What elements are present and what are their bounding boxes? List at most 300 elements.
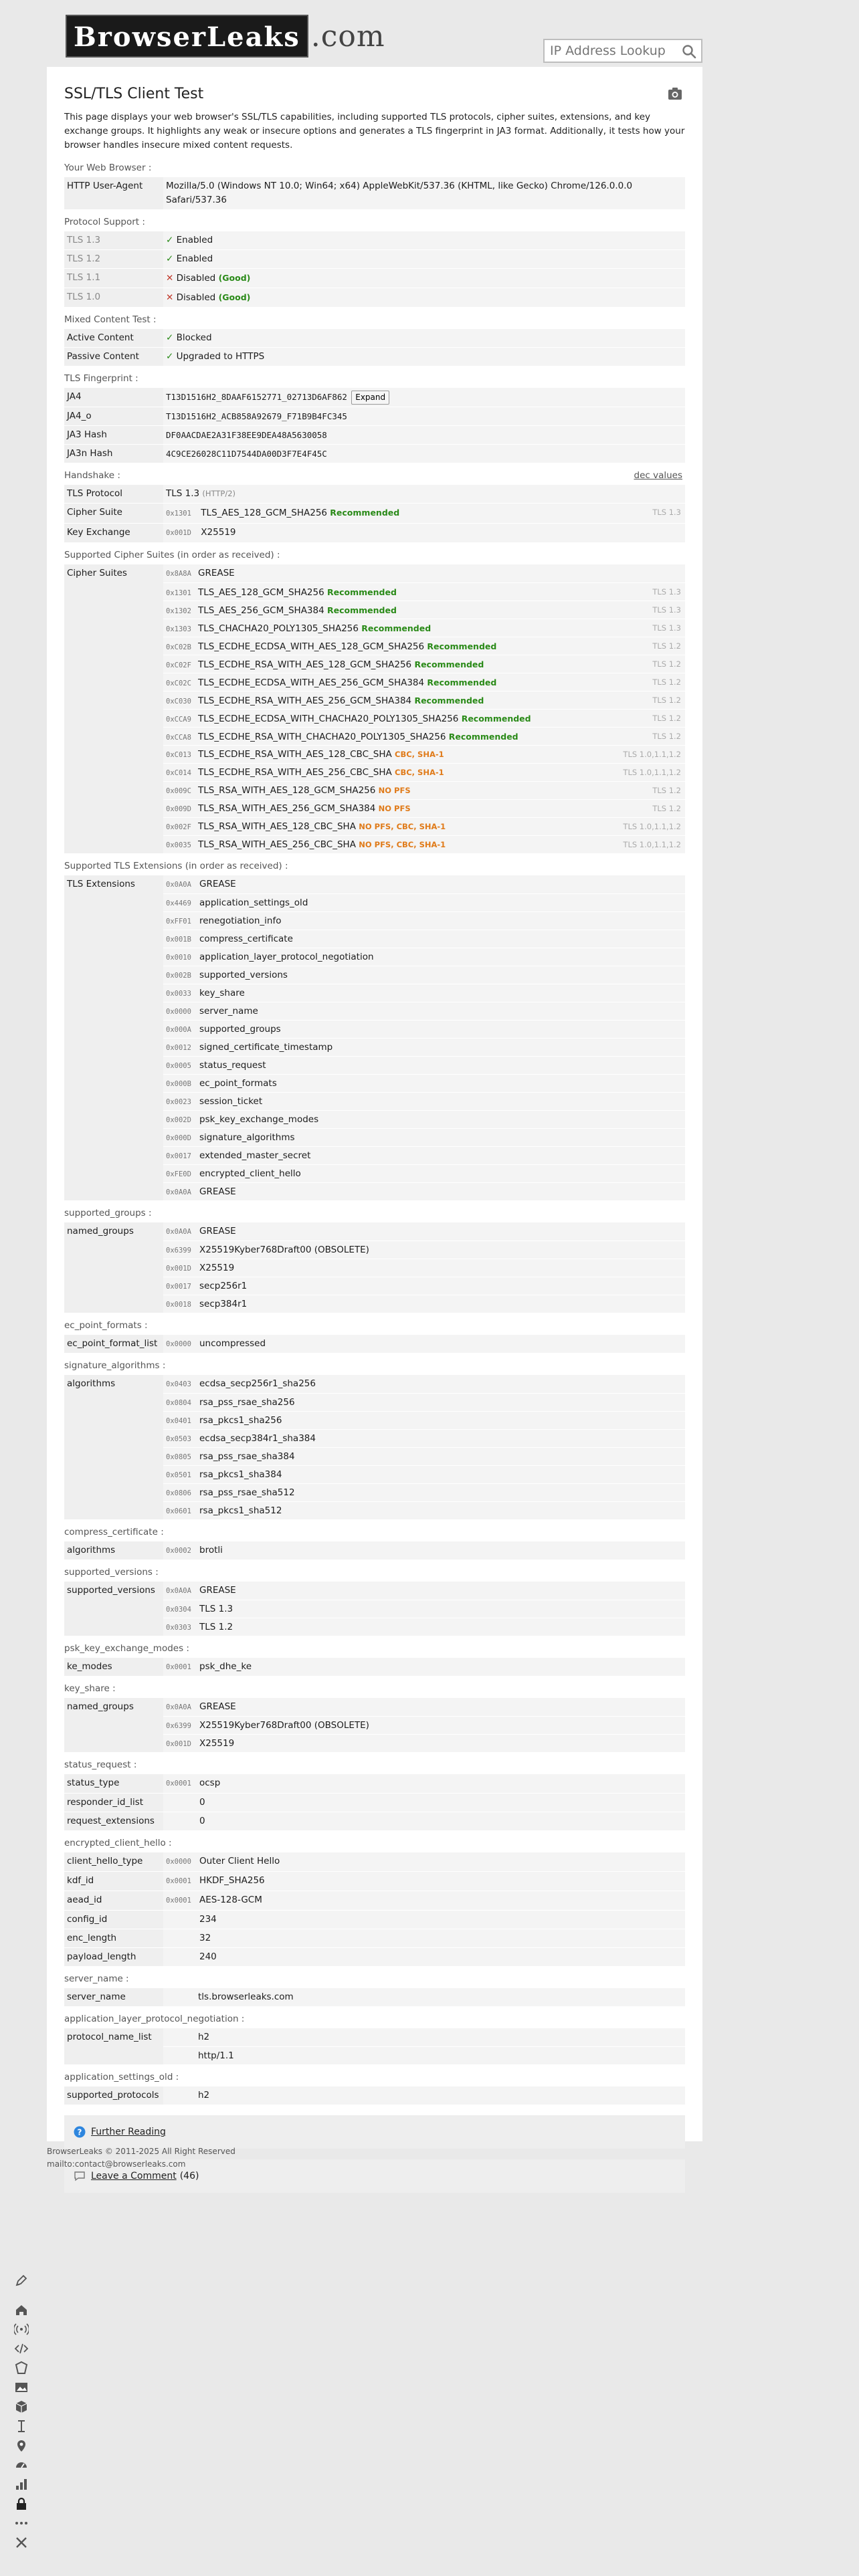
extension-name: ec_point_formats — [199, 1078, 277, 1089]
cipher-version: TLS 1.2 — [652, 804, 681, 813]
ja4-label: JA4 — [64, 388, 163, 407]
protocol-status-cell — [163, 288, 685, 307]
further-reading-box — [64, 2115, 685, 2149]
extension-item — [163, 1038, 685, 1056]
extension-name: signed_certificate_timestamp — [199, 1042, 333, 1053]
image-icon — [14, 2380, 29, 2395]
cipher-hex: 0x8A8A — [166, 570, 191, 578]
cipher-version: TLS 1.0,1.1,1.2 — [623, 750, 681, 759]
detail-row — [64, 1852, 685, 1871]
extension-hex: 0x0005 — [166, 1062, 191, 1070]
detail-hex: 0x001D — [166, 1265, 191, 1273]
key-exchange-row — [64, 523, 685, 542]
broadcast-icon — [14, 2322, 29, 2337]
cipher-suite-item — [163, 691, 685, 709]
cipher-hex: 0xCCA9 — [166, 716, 191, 724]
cipher-name: TLS_RSA_WITH_AES_256_GCM_SHA384 — [198, 803, 376, 814]
sidebar-item[interactable] — [12, 2417, 31, 2436]
svg-text:?: ? — [77, 2127, 82, 2137]
camera-icon[interactable] — [668, 87, 682, 100]
extension-detail-item — [163, 1541, 685, 1560]
extension-detail-item — [163, 1600, 685, 1618]
detail-row — [64, 1812, 685, 1830]
extension-hex: 0x002B — [166, 972, 191, 980]
cipher-version: TLS 1.3 — [652, 587, 681, 597]
detail-label: status_type — [64, 1774, 163, 1793]
cipher-hex: 0xC02C — [166, 679, 191, 687]
protocol-label: TLS 1.2 — [64, 250, 163, 268]
section-fingerprint: TLS Fingerprint : — [64, 373, 138, 384]
page-intro: This page displays your web browser's SSL/TLS capabilities, including supported TLS protocols, cipher suites, extensions, and key exchange groups. It highlights any weak or insecure options and generates a TLS fingerprint in JA3 format. Additionally, it tests how your browser handles insecure mixed content requests. — [64, 112, 685, 150]
ja4o-value: T13D1516H2_ACB858A92679_F71B9B4FC345 — [163, 407, 685, 425]
site-header — [47, 0, 702, 67]
ja3n-hash-row — [64, 444, 685, 463]
extension-item — [163, 911, 685, 930]
cipher-name: TLS_ECDHE_RSA_WITH_CHACHA20_POLY1305_SHA256 — [198, 732, 446, 742]
mixed-content-label: Active Content — [64, 329, 163, 347]
detail-hex: 0x0A0A — [166, 1228, 191, 1236]
extension-hex: 0x0A0A — [166, 1188, 191, 1196]
cipher-suite-item — [163, 781, 685, 799]
extension-hex: 0xFE0D — [166, 1170, 191, 1178]
detail-name: TLS 1.3 — [199, 1604, 233, 1614]
extension-hex: 0x4469 — [166, 899, 191, 907]
sidebar-item[interactable] — [12, 2300, 31, 2319]
cipher-hex: 0x0035 — [166, 841, 191, 849]
more-icon — [14, 2516, 29, 2531]
extension-item — [163, 1164, 685, 1182]
cipher-version: TLS 1.0,1.1,1.2 — [623, 768, 681, 777]
cipher-suite-item — [163, 655, 685, 673]
detail-hex: 0x0018 — [166, 1301, 191, 1309]
detail-name: rsa_pss_rsae_sha384 — [199, 1451, 295, 1462]
protocol-table — [64, 231, 685, 307]
alps-row — [64, 2086, 685, 2105]
extension-detail-item — [163, 1716, 685, 1734]
protocol-status: Disabled — [176, 273, 216, 284]
fingerprint-table — [64, 388, 685, 463]
extension-name: encrypted_client_hello — [199, 1168, 301, 1179]
extension-item — [163, 930, 685, 948]
further-reading-link[interactable]: Further Reading — [91, 2127, 166, 2137]
extension-name: server_name — [199, 1006, 258, 1016]
server-name-row — [64, 1988, 685, 2006]
mixed-content-row — [64, 329, 685, 347]
cipher-version: TLS 1.0,1.1,1.2 — [623, 840, 681, 849]
site-logo[interactable] — [66, 15, 385, 58]
cipher-hex: 0x1303 — [166, 625, 191, 633]
extension-detail-list — [163, 1658, 685, 1676]
alpn-item: h2 — [163, 2028, 685, 2046]
cipher-hex: 0xC02F — [166, 661, 191, 669]
cipher-suite-cell — [163, 504, 685, 523]
sidebar-item[interactable] — [12, 2494, 31, 2513]
detail-hex: 0x0304 — [166, 1606, 191, 1614]
detail-name: rsa_pkcs1_sha256 — [199, 1415, 282, 1426]
cipher-version: TLS 1.2 — [652, 677, 681, 687]
cipher-note: NO PFS — [378, 786, 411, 795]
cipher-name: TLS_ECDHE_RSA_WITH_AES_128_GCM_SHA256 — [198, 659, 412, 670]
dec-values-link[interactable]: dec values — [634, 470, 682, 481]
site-footer — [47, 2145, 235, 2171]
mixed-content-row — [64, 347, 685, 366]
protocol-label: TLS 1.3 — [64, 231, 163, 249]
check-icon: ✓ — [166, 253, 174, 264]
extension-detail-item — [163, 1582, 685, 1600]
mixed-content-status: Upgraded to HTTPS — [176, 351, 265, 362]
extension-item — [163, 1002, 685, 1020]
cipher-name: TLS_ECDHE_ECDSA_WITH_CHACHA20_POLY1305_SHA256 — [198, 714, 459, 724]
extension-detail-label: named_groups — [64, 1698, 163, 1752]
extension-detail-item — [163, 1375, 685, 1393]
detail-value: HKDF_SHA256 — [199, 1875, 265, 1886]
protocol-label: TLS 1.1 — [64, 269, 163, 288]
sidebar-item[interactable] — [12, 2271, 31, 2290]
extension-detail-item — [163, 1277, 685, 1295]
location-icon — [14, 2438, 29, 2453]
extension-detail-list — [163, 1698, 685, 1752]
detail-row — [64, 1793, 685, 1812]
gauge-icon — [14, 2458, 29, 2472]
ech-table — [64, 1852, 685, 1966]
detail-hex: 0x0001 — [166, 1780, 191, 1788]
protocol-row — [64, 231, 685, 249]
detail-hex: 0x0503 — [166, 1435, 191, 1443]
tls-protocol-label: TLS Protocol — [64, 485, 163, 503]
expand-button[interactable]: Expand — [351, 391, 389, 405]
ip-lookup-input[interactable] — [545, 41, 678, 61]
section-status-request: status_request : — [64, 1759, 137, 1770]
sidebar-item[interactable] — [12, 2514, 31, 2533]
protocol-row — [64, 249, 685, 268]
section-extension-detail: signature_algorithms : — [64, 1360, 166, 1371]
comment-icon — [74, 2171, 86, 2181]
key-exchange-hex: 0x001D — [166, 529, 191, 537]
cipher-suites-label: Cipher Suites — [64, 564, 163, 853]
extension-detail-list — [163, 1582, 685, 1636]
tls-protocol-row — [64, 485, 685, 503]
sidebar-item[interactable] — [12, 2533, 31, 2552]
comment-count: (46) — [179, 2171, 199, 2181]
cipher-version: TLS 1.3 — [652, 605, 681, 615]
detail-name: secp384r1 — [199, 1299, 248, 1309]
mixed-content-cell — [163, 348, 685, 366]
check-icon: ✓ — [166, 332, 174, 343]
cipher-version: TLS 1.2 — [652, 659, 681, 669]
ja4-row — [64, 388, 685, 407]
detail-value: 0 — [199, 1797, 205, 1808]
cipher-name: TLS_ECDHE_ECDSA_WITH_AES_256_GCM_SHA384 — [198, 677, 425, 688]
extension-detail-item — [163, 1465, 685, 1483]
section-alps: application_settings_old : — [64, 2072, 179, 2082]
sidebar-item[interactable] — [12, 2320, 31, 2339]
protocol-status: Disabled — [176, 292, 216, 303]
detail-name: psk_dhe_ke — [199, 1661, 252, 1672]
cipher-version: TLS 1.0,1.1,1.2 — [623, 822, 681, 831]
detail-name: GREASE — [199, 1585, 236, 1596]
cipher-suite-item — [163, 835, 685, 853]
extension-detail-label: algorithms — [64, 1375, 163, 1519]
cipher-name: TLS_AES_128_GCM_SHA256 — [198, 587, 324, 598]
detail-name: rsa_pkcs1_sha512 — [199, 1505, 282, 1516]
detail-value-cell — [163, 1911, 685, 1929]
cipher-name: TLS_RSA_WITH_AES_256_CBC_SHA — [198, 839, 356, 850]
alpn-label: protocol_name_list — [64, 2028, 163, 2064]
mixed-content-cell — [163, 329, 685, 347]
cipher-name: TLS_ECDHE_RSA_WITH_AES_128_CBC_SHA — [198, 749, 392, 760]
code-icon — [14, 2341, 29, 2356]
section-protocol: Protocol Support : — [64, 217, 145, 227]
search-icon[interactable] — [681, 43, 697, 60]
extension-detail-label: ec_point_format_list — [64, 1335, 163, 1353]
extension-name: session_ticket — [199, 1096, 263, 1107]
detail-hex: 0x6399 — [166, 1247, 191, 1255]
extension-detail-list — [163, 1335, 685, 1353]
detail-name: ecdsa_secp384r1_sha384 — [199, 1433, 316, 1444]
extension-name: application_layer_protocol_negotiation — [199, 952, 374, 962]
extension-details — [64, 1204, 685, 1752]
tools-icon — [14, 2535, 29, 2550]
extension-item — [163, 1056, 685, 1074]
extension-detail-item — [163, 1447, 685, 1465]
extensions-label: TLS Extensions — [64, 875, 163, 1200]
cipher-suite-version: TLS 1.3 — [652, 508, 681, 517]
detail-hex: 0x0001 — [166, 1877, 191, 1885]
protocol-row — [64, 288, 685, 307]
extension-detail-item — [163, 1658, 685, 1676]
cipher-version: TLS 1.2 — [652, 641, 681, 651]
extension-name: psk_key_exchange_modes — [199, 1114, 319, 1125]
ja4o-label: JA4_o — [64, 407, 163, 425]
extension-detail-item — [163, 1335, 685, 1353]
extension-hex: 0x000A — [166, 1026, 191, 1034]
cipher-name: TLS_ECDHE_RSA_WITH_AES_256_GCM_SHA384 — [198, 695, 412, 706]
cipher-suite-item — [163, 601, 685, 619]
extension-item — [163, 1020, 685, 1038]
extension-detail-table — [64, 1375, 685, 1519]
section-handshake — [64, 467, 685, 485]
detail-hex: 0x0017 — [166, 1283, 191, 1291]
cipher-name: TLS_RSA_WITH_AES_128_GCM_SHA256 — [198, 785, 376, 796]
detail-hex: 0x0805 — [166, 1453, 191, 1461]
cipher-note: NO PFS, CBC, SHA-1 — [359, 822, 446, 831]
cipher-suite-item — [163, 745, 685, 763]
extension-detail-item — [163, 1222, 685, 1241]
detail-value: AES-128-GCM — [199, 1895, 262, 1905]
extension-name: signature_algorithms — [199, 1132, 295, 1143]
check-icon: ✓ — [166, 351, 174, 362]
extension-detail-table — [64, 1658, 685, 1676]
detail-label: responder_id_list — [64, 1794, 163, 1812]
extension-detail-item — [163, 1259, 685, 1277]
cipher-version: TLS 1.2 — [652, 714, 681, 723]
extension-hex: 0x000D — [166, 1134, 191, 1142]
cross-icon: ✕ — [166, 292, 174, 303]
extension-hex: 0x0000 — [166, 1008, 191, 1016]
alps-label: supported_protocols — [64, 2086, 163, 2105]
cipher-hex: 0x009D — [166, 805, 191, 813]
mixed-content-label: Passive Content — [64, 348, 163, 366]
detail-row — [64, 1891, 685, 1910]
detail-label: payload_length — [64, 1948, 163, 1966]
sidebar-item[interactable] — [12, 2378, 31, 2397]
browser-table — [64, 177, 685, 209]
protocol-status-cell — [163, 231, 685, 249]
detail-label: request_extensions — [64, 1812, 163, 1830]
extension-hex: 0x000B — [166, 1080, 191, 1088]
extension-item — [163, 1146, 685, 1164]
detail-hex: 0x0A0A — [166, 1703, 191, 1711]
sidebar-item[interactable] — [12, 2475, 31, 2494]
detail-value: 0 — [199, 1816, 205, 1826]
extension-hex: 0x0033 — [166, 990, 191, 998]
contact-link[interactable]: mailto:contact@browserleaks.com — [47, 2159, 186, 2169]
extension-detail-table — [64, 1335, 685, 1353]
extension-item — [163, 948, 685, 966]
extension-hex: 0x0010 — [166, 954, 191, 962]
alps-table — [64, 2086, 685, 2105]
logo-boxed-text: BrowserLeaks — [66, 15, 308, 58]
ja3-hash-label: JA3 Hash — [64, 426, 163, 444]
handshake-table — [64, 485, 685, 542]
check-icon: ✓ — [166, 235, 174, 245]
ja3n-hash-label: JA3n Hash — [64, 445, 163, 463]
extension-item — [163, 1110, 685, 1128]
protocol-label: TLS 1.0 — [64, 288, 163, 307]
protocol-status: Enabled — [176, 253, 213, 264]
ja4-value-cell — [163, 388, 685, 407]
cipher-suites-list — [163, 564, 685, 853]
cipher-suite-item — [163, 709, 685, 727]
ja3-hash-row — [64, 425, 685, 444]
detail-name: uncompressed — [199, 1338, 266, 1349]
section-extension-detail: supported_groups : — [64, 1208, 152, 1218]
cipher-suite-label: Cipher Suite — [64, 504, 163, 523]
cipher-note: Recommended — [461, 714, 531, 724]
detail-hex: 0x0000 — [166, 1340, 191, 1348]
mixed-content-table — [64, 329, 685, 366]
edit-icon — [14, 2273, 29, 2288]
cipher-note: Recommended — [361, 623, 432, 633]
extension-item — [163, 875, 685, 893]
section-extension-detail: psk_key_exchange_modes : — [64, 1643, 189, 1654]
detail-name: ecdsa_secp256r1_sha256 — [199, 1378, 316, 1389]
extension-hex: 0x001B — [166, 936, 191, 944]
extension-name: supported_versions — [199, 970, 288, 980]
extension-detail-label: supported_versions — [64, 1582, 163, 1636]
cipher-name: TLS_ECDHE_ECDSA_WITH_AES_128_GCM_SHA256 — [198, 641, 425, 652]
section-ech: encrypted_client_hello : — [64, 1838, 172, 1848]
detail-hex: 0x001D — [166, 1740, 191, 1748]
section-alpn: application_layer_protocol_negotiation : — [64, 2014, 245, 2024]
extension-item — [163, 1128, 685, 1146]
detail-name: TLS 1.2 — [199, 1622, 233, 1632]
cipher-hex: 0x009C — [166, 787, 191, 795]
protocol-status-cell — [163, 250, 685, 268]
cipher-hex: 0x1302 — [166, 607, 191, 615]
cipher-note: Recommended — [327, 605, 397, 615]
cipher-note: Recommended — [414, 695, 484, 706]
extension-detail-label: ke_modes — [64, 1658, 163, 1676]
protocol-note: (Good) — [218, 292, 251, 302]
sidebar-item[interactable] — [12, 2456, 31, 2474]
extension-item — [163, 984, 685, 1002]
cipher-note: Recommended — [448, 732, 518, 742]
ja4o-row — [64, 407, 685, 425]
detail-hex: 0x0000 — [166, 1858, 191, 1866]
section-extension-detail: supported_versions : — [64, 1567, 159, 1578]
detail-hex: 0x0002 — [166, 1547, 191, 1555]
detail-row — [64, 1871, 685, 1891]
cipher-suite-item — [163, 817, 685, 835]
sidebar-item[interactable] — [12, 2436, 31, 2455]
user-agent-value: Mozilla/5.0 (Windows NT 10.0; Win64; x64) AppleWebKit/537.36 (KHTML, like Gecko) Chrome/126.0.0.0 Safari/537.36 — [163, 177, 685, 209]
detail-label: aead_id — [64, 1891, 163, 1910]
protocol-status: Enabled — [176, 235, 213, 245]
leave-comment-link[interactable]: Leave a Comment — [91, 2171, 177, 2181]
user-agent-row — [64, 177, 685, 209]
extensions-list — [163, 875, 685, 1200]
detail-row — [64, 1947, 685, 1966]
cipher-note: CBC, SHA-1 — [395, 750, 444, 759]
extension-detail-item — [163, 1618, 685, 1636]
extension-hex: 0x0A0A — [166, 881, 191, 889]
detail-name: X25519Kyber768Draft00 (OBSOLETE) — [199, 1245, 369, 1255]
server-name-table — [64, 1988, 685, 2006]
cipher-hex: 0xC030 — [166, 697, 191, 706]
detail-name: rsa_pkcs1_sha384 — [199, 1469, 282, 1480]
sidebar-item[interactable] — [12, 2397, 31, 2416]
home-icon — [14, 2302, 29, 2317]
detail-row — [64, 1910, 685, 1929]
extension-detail-item — [163, 1241, 685, 1259]
cipher-name: TLS_RSA_WITH_AES_128_CBC_SHA — [198, 821, 356, 832]
extension-hex: 0xFF01 — [166, 918, 191, 926]
extension-name: key_share — [199, 988, 245, 998]
detail-label: enc_length — [64, 1929, 163, 1947]
detail-hex: 0x0601 — [166, 1507, 191, 1515]
cipher-suite-note: Recommended — [330, 508, 400, 518]
extension-detail-table — [64, 1541, 685, 1560]
cipher-suite-item — [163, 564, 685, 582]
extension-detail-table — [64, 1582, 685, 1636]
ja4-value: T13D1516H2_8DAAF6152771_02713D6AF862 — [166, 392, 347, 402]
detail-label: kdf_id — [64, 1872, 163, 1891]
detail-name: X25519Kyber768Draft00 (OBSOLETE) — [199, 1720, 369, 1731]
server-name-label: server_name — [64, 1988, 163, 2006]
cube-icon — [14, 2399, 29, 2414]
detail-value-cell — [163, 1794, 685, 1812]
cipher-hex: 0x002F — [166, 823, 191, 831]
sidebar-item[interactable] — [12, 2359, 31, 2377]
extension-detail-item — [163, 1295, 685, 1313]
extension-hex: 0x0023 — [166, 1098, 191, 1106]
cipher-name: TLS_CHACHA20_POLY1305_SHA256 — [198, 623, 359, 634]
detail-name: rsa_pss_rsae_sha512 — [199, 1487, 295, 1498]
section-cipher-suites: Supported Cipher Suites (in order as received) : — [64, 550, 280, 560]
detail-name: rsa_pss_rsae_sha256 — [199, 1397, 295, 1408]
extension-item — [163, 1182, 685, 1200]
sidebar-item[interactable] — [12, 2339, 31, 2358]
cipher-note: Recommended — [427, 677, 497, 687]
tls-protocol-alpn: (HTTP/2) — [202, 489, 235, 498]
key-exchange-value: X25519 — [201, 527, 236, 538]
extension-detail-list — [163, 1375, 685, 1519]
ja3n-hash-value: 4C9CE26028C11D7544DA00D3F7E4F45C — [163, 445, 685, 463]
detail-value: ocsp — [199, 1778, 221, 1788]
cipher-suites-table — [64, 564, 685, 853]
detail-label: client_hello_type — [64, 1852, 163, 1871]
